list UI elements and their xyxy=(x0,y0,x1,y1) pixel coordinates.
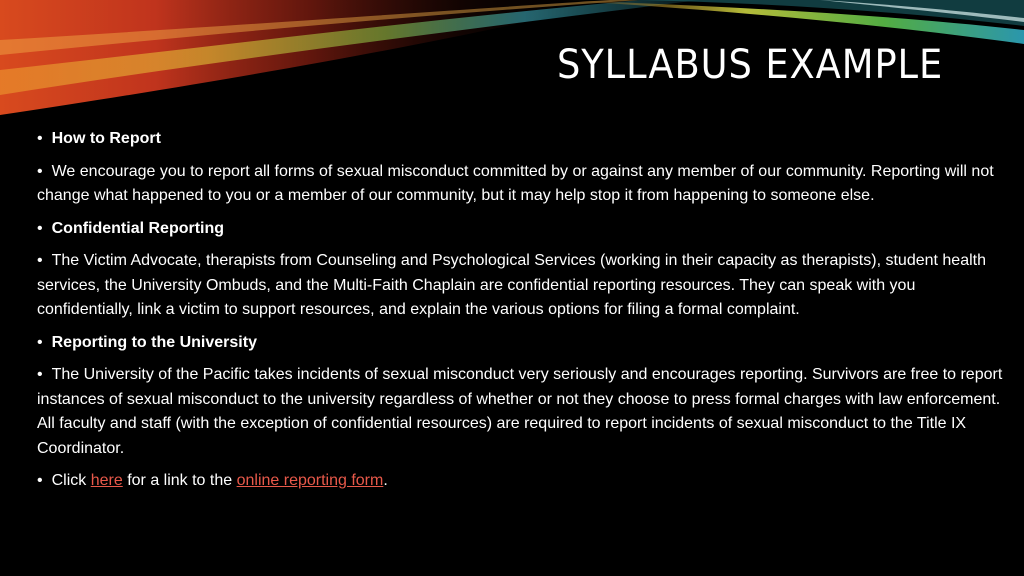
click-suffix: . xyxy=(383,472,388,489)
slide-content xyxy=(37,127,1009,502)
bullet-confidential xyxy=(37,217,1009,242)
bullet-university-text xyxy=(37,363,1009,461)
slide-title: SYLLABUS EXAMPLE xyxy=(557,42,944,88)
how-to-report-text: We encourage you to report all forms of sexual misconduct committed by or against any member of our community. Reporting will not change what happened to you or a member of our community, but it may help stop it from happening to someone else. xyxy=(37,162,994,204)
university-heading: Reporting to the University xyxy=(51,333,257,351)
bullet-marker: • xyxy=(37,472,43,489)
bullet-marker: • xyxy=(37,366,43,383)
confidential-text: The Victim Advocate, therapists from Counseling and Psychological Services (working in their capacity as therapists), student health services, the University Ombuds, and the Multi-Faith Chaplain are confidential reporting resources. They can speak with you confidentially, link a victim to support resources, and explain the various options for filing a formal complaint. xyxy=(37,252,986,318)
bullet-marker: • xyxy=(37,162,43,180)
bullet-marker: • xyxy=(37,130,43,147)
bullet-university xyxy=(37,331,1009,356)
university-text: The University of the Pacific takes incidents of sexual misconduct very seriously and encourages reporting. Survivors are free to report instances of sexual misconduct to the university regardless of whether or not they choose to press formal charges with law enforcement. All faculty and staff (with the exception of confidential resources) are required to report incidents of sexual misconduct to the Title IX Coordinator. xyxy=(37,366,1003,457)
bullet-marker: • xyxy=(37,252,43,269)
confidential-heading: Confidential Reporting xyxy=(51,219,225,237)
online-reporting-form-link[interactable]: online reporting form xyxy=(236,472,384,489)
click-middle: for a link to the xyxy=(122,472,237,489)
bullet-confidential-text xyxy=(37,249,1009,323)
click-prefix: Click xyxy=(51,472,91,489)
here-link[interactable]: here xyxy=(90,472,123,489)
bullet-how-to-report-text xyxy=(37,160,1009,209)
bullet-click-link xyxy=(37,469,1009,494)
bullet-marker: • xyxy=(37,333,43,351)
how-to-report-heading: How to Report xyxy=(51,130,161,147)
bullet-marker: • xyxy=(37,219,43,237)
bullet-how-to-report xyxy=(37,127,1009,152)
